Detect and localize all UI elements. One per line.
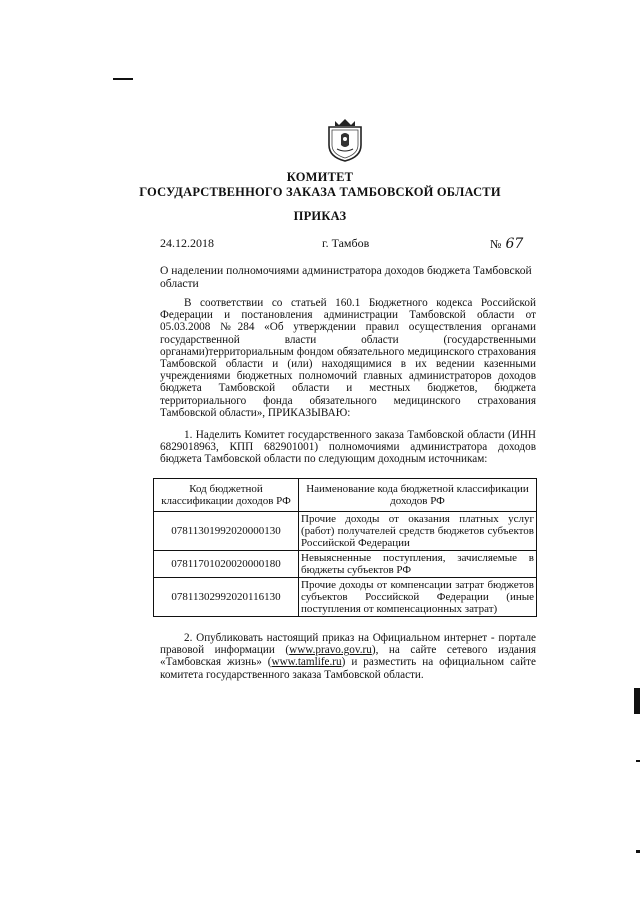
scan-mark	[113, 78, 133, 80]
doc-type-heading: ПРИКАЗ	[293, 209, 347, 223]
order-city: г. Тамбов	[322, 236, 370, 250]
revenue-name: Невыясненные поступления, зачисляемые в бюджеты субъектов РФ	[299, 551, 537, 578]
number-prefix: №	[490, 237, 502, 251]
scan-edge-mark	[636, 760, 640, 762]
revenue-name: Прочие доходы от компенсации затрат бюджетов субъектов Российской Федерации (иные поступления от компенсационных затрат)	[299, 578, 537, 617]
revenue-code: 07811301992020000130	[154, 512, 299, 551]
item-2-text-2: ), на сайте сетевого издания «Тамбовская жизнь» (	[160, 644, 536, 669]
table-row	[154, 551, 537, 578]
table-header-row	[154, 479, 537, 512]
revenue-codes-table	[153, 478, 537, 617]
table-row	[154, 578, 537, 617]
preamble-paragraph: В соответствии со статьей 160.1 Бюджетного кодекса Российской Федерации и постановления администрации Тамбовской области от 05.03.2008 №284 «Об утверждении правил осуществления органами государственной власти области (государственными органами)территориальным фондом обязательного медицинского страхования Тамбовской области и (или) находящимися в их ведении казенными учреждениями бюджетных полномочий главных администраторов доходов бюджета Тамбовской области и местных бюджетов, бюджета территориального фонда обязательного медицинского страхования Тамбовской области», ПРИКАЗЫВАЮ:	[160, 297, 536, 419]
order-subject: О наделении полномочиями администратора доходов бюджета Тамбовской области	[160, 264, 532, 290]
revenue-code: 07811302992020116130	[154, 578, 299, 617]
item-2-text-1: 2. Опубликовать настоящий приказ на Официальном интернет - портале правовой информации (	[160, 632, 536, 657]
scan-edge-mark	[636, 850, 640, 853]
column-header-code: Код бюджетной классификации доходов РФ	[154, 479, 299, 512]
committee-heading: КОМИТЕТ	[286, 170, 354, 184]
tamlife-link[interactable]: www.tamlife.ru	[271, 656, 342, 669]
agency-heading: ГОСУДАРСТВЕННОГО ЗАКАЗА ТАМБОВСКОЙ ОБЛАСТИ	[139, 185, 501, 199]
item-2-paragraph	[160, 632, 536, 681]
coat-of-arms-emblem	[325, 117, 365, 163]
number-value: 67	[505, 236, 524, 252]
table-row	[154, 512, 537, 551]
revenue-name: Прочие доходы от оказания платных услуг (работ) получателей средств бюджетов субъектов Российской Федерации	[299, 512, 537, 551]
pravo-link[interactable]: www.pravo.gov.ru	[289, 644, 372, 657]
item-1-paragraph: 1. Наделить Комитет государственного заказа Тамбовской области (ИНН 6829018963, КПП 682901001) полномочиями администратора доходов бюджета Тамбовской области по следующим доходным источникам:	[160, 429, 536, 466]
scan-edge-mark	[634, 688, 640, 714]
item-2-text-3: ) и разместить на официальном сайте комитета государственного заказа Тамбовской области.	[160, 656, 536, 681]
revenue-code: 07811701020020000180	[154, 551, 299, 578]
order-number	[490, 236, 523, 252]
column-header-name: Наименование кода бюджетной классификации доходов РФ	[299, 479, 537, 512]
order-date: 24.12.2018	[160, 236, 214, 250]
